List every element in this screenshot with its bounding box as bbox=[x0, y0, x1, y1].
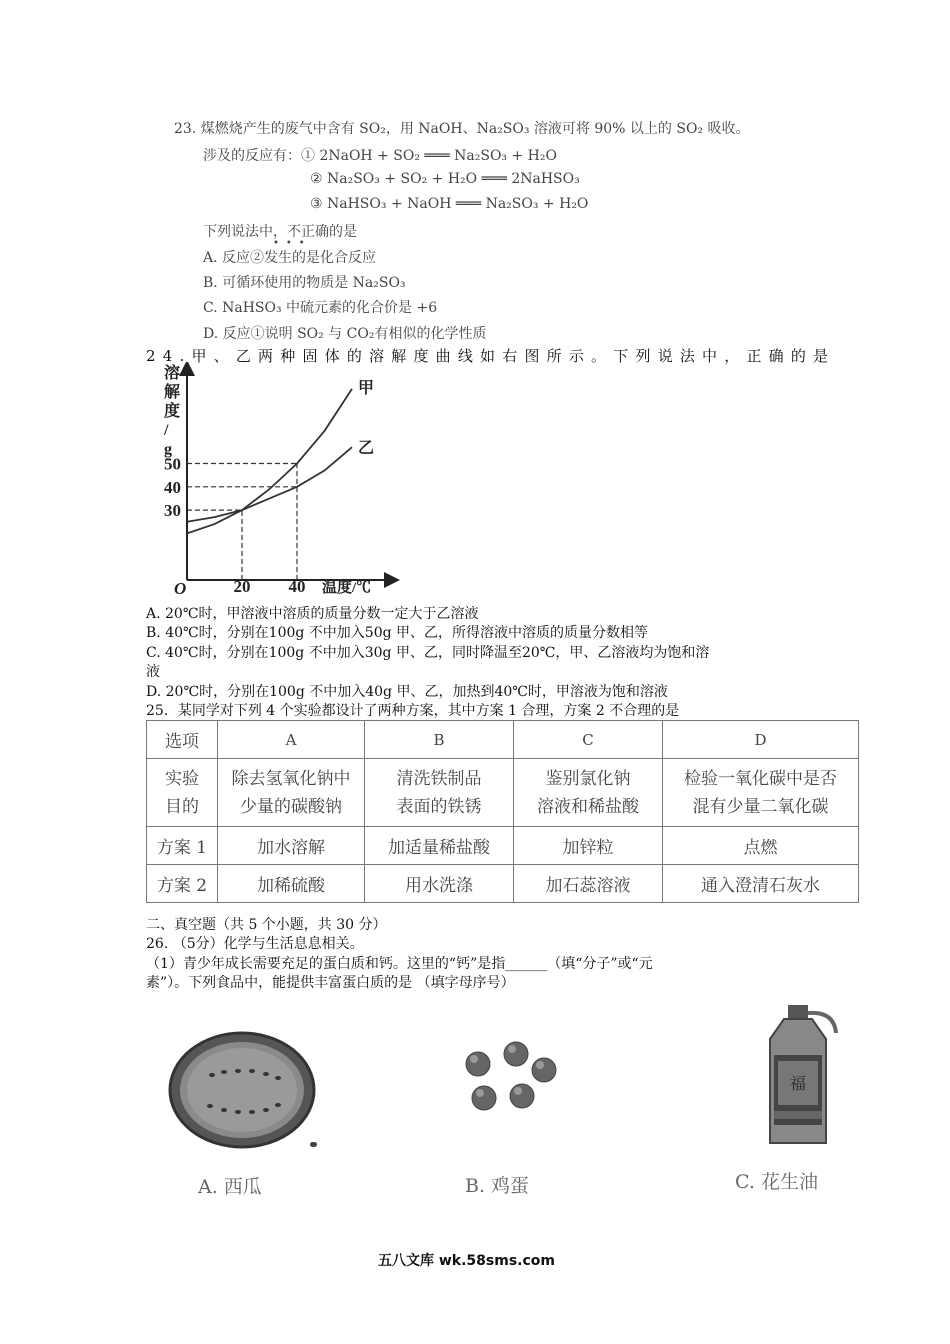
eggs-image bbox=[462, 1040, 572, 1120]
table-cell: 加适量稀盐酸 bbox=[365, 827, 514, 865]
table-header-cell: C bbox=[514, 721, 663, 759]
q23-option-b: B. 可循环使用的物质是 Na₂SO₃ bbox=[203, 275, 406, 291]
q23-option-c: C. NaHSO₃ 中硫元素的化合价是 +6 bbox=[203, 300, 438, 316]
table-cell: 除去氢氧化钠中 少量的碳酸钠 bbox=[218, 759, 365, 827]
q23-stem: 23. 煤燃烧产生的废气中含有 SO₂，用 NaOH、Na₂SO₃ 溶液可将 90% 以上的 SO₂ 吸收。 bbox=[174, 121, 750, 137]
table-header-cell: B bbox=[365, 721, 514, 759]
table-row bbox=[147, 865, 859, 903]
q24-stem: 24.甲、乙两种固体的溶解度曲线如右图所示。下列说法中，正确的是 bbox=[146, 347, 836, 365]
q24-option-c-cont: 液 bbox=[146, 664, 160, 680]
table-cell: 用水洗涤 bbox=[365, 865, 514, 903]
section-heading: 二、真空题（共 5 个小题，共 30 分） bbox=[146, 917, 387, 933]
row-label: 方案 2 bbox=[147, 865, 218, 903]
q26-stem: 26. （5分）化学与生活息息相关。 bbox=[146, 936, 364, 952]
series-line-jia bbox=[187, 389, 352, 534]
series-label: 乙 bbox=[358, 440, 375, 458]
origin-label: O bbox=[174, 579, 187, 598]
q24-option-a: A. 20℃时，甲溶液中溶质的质量分数一定大于乙溶液 bbox=[146, 606, 479, 622]
y-axis-label: 溶 bbox=[164, 365, 181, 382]
y-tick-label: 30 bbox=[164, 501, 181, 521]
watermelon-image bbox=[162, 1030, 322, 1155]
y-axis-label: 解 bbox=[164, 384, 181, 401]
q23-reaction-1: 涉及的反应有：① 2NaOH + SO₂ ═══ Na₂SO₃ + H₂O bbox=[203, 148, 557, 164]
series-label: 甲 bbox=[358, 379, 375, 397]
y-axis-label: / bbox=[164, 422, 169, 439]
x-tick-label: 40 bbox=[288, 577, 306, 596]
caption-peanut-oil: C. 花生油 bbox=[735, 1171, 818, 1193]
footer-watermark: 五八文库 wk.58sms.com bbox=[378, 1253, 555, 1269]
q23-reaction-2: ② Na₂SO₃ + SO₂ + H₂O ═══ 2NaHSO₃ bbox=[310, 171, 580, 187]
table-row bbox=[147, 759, 859, 827]
table-header-row bbox=[147, 721, 859, 759]
table-cell: 清洗铁制品 表面的铁锈 bbox=[365, 759, 514, 827]
q26-part1-line1: （1）青少年成长需要充足的蛋白质和钙。这里的“钙”是指______（填“分子”或“元 bbox=[146, 956, 653, 972]
x-axis-label: 温度/℃ bbox=[322, 580, 372, 596]
table-header-cell: 选项 bbox=[147, 721, 218, 759]
y-tick-label: 40 bbox=[164, 477, 181, 497]
q25-stem: 25．某同学对下列 4 个实验都设计了两种方案，其中方案 1 合理，方案 2 不合理的是 bbox=[146, 703, 680, 719]
y-axis-label: 度 bbox=[164, 403, 181, 420]
table-header-cell: A bbox=[218, 721, 365, 759]
q23-reaction-3: ③ NaHSO₃ + NaOH ═══ Na₂SO₃ + H₂O bbox=[310, 196, 589, 212]
table-cell: 通入澄清石灰水 bbox=[663, 865, 859, 903]
row-label: 方案 1 bbox=[147, 827, 218, 865]
table-cell: 点燃 bbox=[663, 827, 859, 865]
y-axis-label: g bbox=[164, 441, 172, 458]
table-cell: 加锌粒 bbox=[514, 827, 663, 865]
q23-option-a: A. 反应②发生的是化合反应 bbox=[203, 250, 377, 266]
table-row bbox=[147, 827, 859, 865]
q24-option-c: C. 40℃时，分别在100g 不中加入30g 甲、乙，同时降温至20℃，甲、乙溶液均为饱和溶 bbox=[146, 645, 710, 661]
table-header-cell: D bbox=[663, 721, 859, 759]
solubility-chart bbox=[160, 362, 400, 598]
y-tick-label: 50 bbox=[164, 454, 181, 474]
bottle-label-text: 福 bbox=[789, 1074, 807, 1093]
stem-mark bbox=[310, 1142, 317, 1147]
q26-part1-line2: 素”）。下列食品中，能提供丰富蛋白质的是 （填字母序号） bbox=[146, 975, 515, 991]
caption-watermelon: A. 西瓜 bbox=[198, 1176, 262, 1198]
q23-option-d: D. 反应①说明 SO₂ 与 CO₂有相似的化学性质 bbox=[203, 326, 487, 342]
caption-egg: B. 鸡蛋 bbox=[465, 1175, 530, 1197]
emphasis-dots: ••• bbox=[273, 238, 312, 249]
table-cell: 加石蕊溶液 bbox=[514, 865, 663, 903]
x-tick-label: 20 bbox=[233, 577, 251, 596]
plan-table bbox=[146, 720, 859, 903]
table-cell: 加水溶解 bbox=[218, 827, 365, 865]
table-cell: 检验一氧化碳中是否 混有少量二氧化碳 bbox=[663, 759, 859, 827]
q23-ask: 下列说法中，不正确的是 bbox=[203, 224, 357, 240]
peanut-oil-bottle-image bbox=[764, 1003, 850, 1147]
row-label: 实验 目的 bbox=[147, 759, 218, 827]
table-cell: 鉴别氯化钠 溶液和稀盐酸 bbox=[514, 759, 663, 827]
q24-option-b: B. 40℃时，分别在100g 不中加入50g 甲、乙，所得溶液中溶质的质量分数相等 bbox=[146, 625, 649, 641]
table-cell: 加稀硫酸 bbox=[218, 865, 365, 903]
q24-option-d: D. 20℃时，分别在100g 不中加入40g 甲、乙，加热到40℃时，甲溶液为饱和溶液 bbox=[146, 684, 668, 700]
